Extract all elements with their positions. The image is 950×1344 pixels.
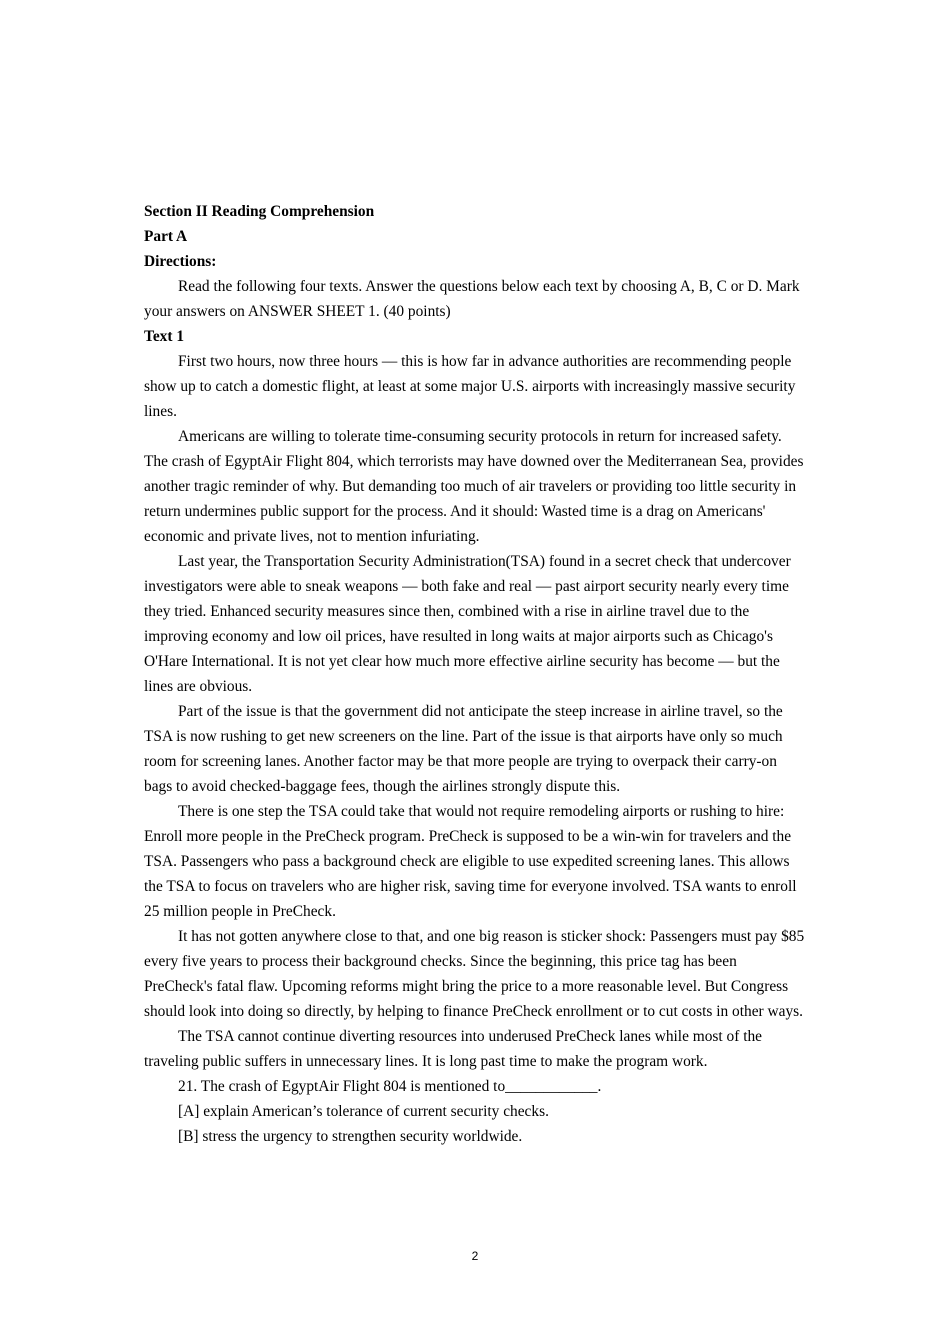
page-content	[144, 199, 808, 1149]
directions-text: Read the following four texts. Answer the questions below each text by choosing A, B, C or D. Mark your answers on ANSWER SHEET 1. (40 points)	[144, 278, 800, 320]
paragraph-7: The TSA cannot continue diverting resources into underused PreCheck lanes while most of the traveling public suffers in unnecessary lines. It is long past time to make the program work.	[144, 1028, 762, 1070]
paragraph-4: Part of the issue is that the government did not anticipate the steep increase in airline travel, so the TSA is now rushing to get new screeners on the line. Part of the issue is that airports have only so much room for screening lanes. Another factor may be that more people are trying to overpack their carry-on bags to avoid checked-baggage fees, though the airlines strongly dispute this.	[144, 703, 783, 795]
option-b: [B] stress the urgency to strengthen security worldwide.	[178, 1128, 523, 1145]
part-title: Part A	[144, 228, 188, 245]
paragraph-6: It has not gotten anywhere close to that, and one big reason is sticker shock: Passengers must pay $85 every five years to process their background checks. Since the beginning, this price tag has been PreCheck's fatal flaw. Upcoming reforms might bring the price to a more reasonable level. But Congress should look into doing so directly, by helping to finance PreCheck enrollment or to cut costs in other ways.	[144, 928, 805, 1020]
page-number: 2	[471, 1249, 479, 1263]
paragraph-1: First two hours, now three hours — this is how far in advance authorities are recommending people show up to catch a domestic flight, at least at some major U.S. airports with increasingly massive security lines.	[144, 353, 796, 420]
text-label: Text 1	[144, 328, 185, 345]
directions-label: Directions:	[144, 253, 217, 270]
paragraph-2: Americans are willing to tolerate time-consuming security protocols in return for increased safety. The crash of EgyptAir Flight 804, which terrorists may have downed over the Mediterranean Sea, provides another tragic reminder of why. But demanding too much of air travelers or providing too little security in return undermines public support for the process. And it should: Wasted time is a drag on Americans' economic and private lives, not to mention infuriating.	[144, 428, 804, 545]
option-a: [A] explain American’s tolerance of current security checks.	[178, 1103, 549, 1120]
paragraph-5: There is one step the TSA could take that would not require remodeling airports or rushing to hire: Enroll more people in the PreCheck program. PreCheck is supposed to be a win-win for travelers and the TSA. Passengers who pass a background check are eligible to use expedited screening lanes. This allows the TSA to focus on travelers who are higher risk, saving time for everyone involved. TSA wants to enroll 25 million people in PreCheck.	[144, 803, 797, 920]
question-stem: 21. The crash of EgyptAir Flight 804 is mentioned to____________.	[178, 1078, 602, 1095]
section-title: Section II Reading Comprehension	[144, 203, 375, 220]
paragraph-3: Last year, the Transportation Security Administration(TSA) found in a secret check that undercover investigators were able to sneak weapons — both fake and real — past airport security nearly every time they tried. Enhanced security measures since then, combined with a rise in airline travel due to the improving economy and low oil prices, have resulted in long waits at major airports such as Chicago's O'Hare International. It is not yet clear how much more effective airline security has become — but the lines are obvious.	[144, 553, 791, 695]
